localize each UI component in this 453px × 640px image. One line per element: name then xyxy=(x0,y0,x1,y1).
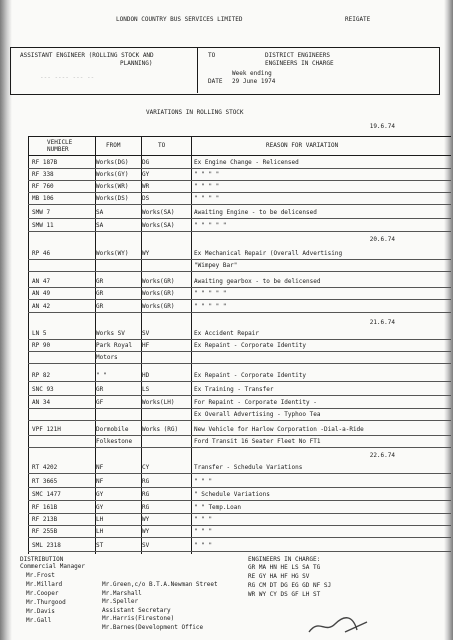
to-cell: RG xyxy=(142,491,150,498)
distribution-recipient: Mr.Gall xyxy=(26,617,52,624)
row-rule xyxy=(28,204,451,205)
reason-cell: Ex Repaint - Corporate Identity xyxy=(194,372,306,379)
reason-cell: Ex Repaint - Corporate Identity xyxy=(194,342,306,349)
date-3: 21.6.74 xyxy=(369,319,395,326)
from-cell: GR xyxy=(96,278,104,285)
to-line-2: ENGINEERS IN CHARGE xyxy=(265,60,334,67)
to-cell: Works (RG) xyxy=(142,426,179,433)
from-cell: NF xyxy=(96,464,104,471)
vehicle-cell: RP 90 xyxy=(32,342,51,349)
vehicle-cell: RF 161B xyxy=(32,504,58,511)
vehicle-cell: MB 106 xyxy=(32,195,54,202)
distribution-recipient: Mr.Green,c/o B.T.A.Newman Street xyxy=(102,581,218,588)
signature-mark xyxy=(305,612,375,636)
from-cell: GY xyxy=(96,504,104,511)
engineer-depot-codes: GR MA HN HE LS SA TG xyxy=(248,564,321,571)
row-rule xyxy=(28,299,451,300)
to-cell: Works(SA) xyxy=(142,222,175,229)
reason-cell: Ex Overall Advertising - Typhoo Tea xyxy=(194,411,321,418)
from-cell: Works(WY) xyxy=(96,250,129,257)
distribution-recipient: Mr.Harris(Firestone) xyxy=(102,615,175,622)
to-cell: GY xyxy=(142,171,150,178)
col-header-to: TO xyxy=(158,142,166,149)
distribution-recipient: Mr.Speller xyxy=(102,598,139,605)
distribution-recipient: Mr.Cooper xyxy=(26,590,59,597)
vehicle-cell: RF 338 xyxy=(32,171,54,178)
row-rule xyxy=(28,395,451,396)
reason-cell: New Vehicle for Harlow Corporation -Dial-a-Ride xyxy=(194,426,364,433)
table-header-rule xyxy=(28,155,451,156)
from-cell: NF xyxy=(96,478,104,485)
engineer-depot-codes: RE GY HA HF HG SV xyxy=(248,573,310,580)
to-cell: Works(SA) xyxy=(142,209,175,216)
vehicle-cell: RF 213B xyxy=(32,516,58,523)
from-cell: GY xyxy=(96,491,104,498)
to-cell: WY xyxy=(142,516,150,523)
to-cell: DS xyxy=(142,195,150,202)
from-cell: Works(WR) xyxy=(96,183,129,190)
from-cell: GR xyxy=(96,290,104,297)
distribution-recipient: Mr.Marshall xyxy=(102,589,142,597)
row-rule xyxy=(28,231,451,232)
from-cell: SA xyxy=(96,209,104,216)
reason-cell: Transfer - Schedule Variations xyxy=(194,464,303,471)
from-cell: Folkestone xyxy=(96,438,133,445)
vehicle-cell: RF 255B xyxy=(32,528,58,535)
to-cell: WY xyxy=(142,250,150,257)
to-cell: LS xyxy=(142,386,150,393)
header-divider xyxy=(197,47,198,93)
row-rule xyxy=(28,473,451,474)
engineer-depot-codes: WR WY CY DS GF LH ST xyxy=(248,591,321,598)
reason-cell: "Wimpey Bar" xyxy=(194,262,238,269)
engineer-depot-codes: RG CM DT DG EG GD NF SJ xyxy=(248,582,332,589)
to-line-1: DISTRICT ENGINEERS xyxy=(265,52,331,59)
reason-cell: " " " xyxy=(194,478,213,485)
vehicle-cell: RT 3665 xyxy=(32,478,58,485)
row-rule xyxy=(28,218,451,219)
to-cell: CY xyxy=(142,464,150,471)
reason-cell: " " " " " xyxy=(194,222,227,229)
vehicle-cell: SMW 11 xyxy=(32,222,54,229)
vehicle-cell: AN 42 xyxy=(32,303,51,310)
vehicle-cell: LN 5 xyxy=(32,330,47,337)
vehicle-cell: AN 34 xyxy=(32,399,51,406)
to-cell: Works(LH) xyxy=(142,399,175,406)
reason-cell: " " " " xyxy=(194,195,220,202)
distribution-recipient: Assistant Secretary xyxy=(102,606,171,614)
from-line-2: PLANNING) xyxy=(120,60,153,67)
faint-print-through: --- ---- --- -- xyxy=(40,74,95,81)
reason-cell: " " " " xyxy=(194,171,220,178)
reason-cell: " Schedule Variations xyxy=(194,491,270,498)
from-cell: GR xyxy=(96,386,104,393)
to-cell: SV xyxy=(142,330,150,337)
table-top-rule xyxy=(28,136,451,137)
distribution-recipient: Commercial Manager xyxy=(20,563,86,570)
reason-cell: Ex Accident Repair xyxy=(194,330,260,337)
vehicle-cell: RF 187B xyxy=(32,159,58,166)
col-header-vehicle-1: VEHICLE xyxy=(47,139,73,146)
company-name: LONDON COUNTRY BUS SERVICES LIMITED xyxy=(116,16,243,23)
row-rule xyxy=(28,551,451,552)
vehicle-cell: AN 49 xyxy=(32,290,51,297)
to-cell: DG xyxy=(142,159,150,166)
week-ending-label: Week ending xyxy=(232,70,272,77)
reason-cell: Awaiting gearbox - to be delicensed xyxy=(194,278,321,285)
to-cell: SV xyxy=(142,542,150,549)
from-cell: SA xyxy=(96,222,104,229)
engineers-title: ENGINEERS IN CHARGE: xyxy=(248,556,321,563)
from-cell: Works SV xyxy=(96,330,125,337)
from-cell: Works(DS) xyxy=(96,195,129,202)
location: REIGATE xyxy=(345,16,371,23)
to-cell: RG xyxy=(142,478,150,485)
date-1: 19.6.74 xyxy=(369,123,395,130)
from-cell: " " xyxy=(96,372,107,379)
distribution-recipient: Mr.Frost xyxy=(26,572,55,579)
to-cell: Works(GR) xyxy=(142,290,175,297)
vehicle-cell: RT 4202 xyxy=(32,464,58,471)
from-line-1: ASSISTANT ENGINEER (ROLLING STOCK AND xyxy=(20,52,154,59)
vehicle-cell: RP 82 xyxy=(32,372,51,379)
distribution-title: DISTRIBUTION xyxy=(20,556,64,563)
from-cell: GR xyxy=(96,303,104,310)
distribution-recipient: Mr.Thurgood xyxy=(26,599,66,606)
row-rule xyxy=(28,420,451,421)
date-2: 20.6.74 xyxy=(369,236,395,243)
vehicle-cell: SMC 1477 xyxy=(32,491,61,498)
to-label: TO xyxy=(208,52,216,59)
to-cell: Works(GR) xyxy=(142,303,175,310)
from-cell: Works(DG) xyxy=(96,159,129,166)
from-cell: GF xyxy=(96,399,104,406)
vehicle-cell: VPF 121H xyxy=(32,426,61,433)
reason-cell: " " " " xyxy=(194,183,220,190)
vehicle-cell: SMW 7 xyxy=(32,209,51,216)
reason-cell: " " Temp.Loan xyxy=(194,504,241,511)
vehicle-cell: RF 760 xyxy=(32,183,54,190)
from-cell: Works(GY) xyxy=(96,171,129,178)
row-rule xyxy=(28,381,451,382)
from-cell: Dormobile xyxy=(96,426,129,433)
scan-edge-left xyxy=(0,0,12,640)
col-header-vehicle-2: NUMBER xyxy=(47,146,69,153)
from-cell: LH xyxy=(96,516,104,523)
distribution-recipient: Mr.Barnes(Development Office xyxy=(102,623,204,631)
date-label: DATE xyxy=(208,78,223,85)
to-cell: Works(GR) xyxy=(142,278,175,285)
row-rule xyxy=(28,500,451,501)
distribution-recipient: Mr.Millard xyxy=(26,581,63,588)
row-rule xyxy=(28,363,451,364)
row-rule xyxy=(28,271,451,272)
reason-cell: " " " " " xyxy=(194,303,227,310)
date-value: 29 June 1974 xyxy=(232,78,276,85)
col-header-reason: REASON FOR VARIATION xyxy=(266,142,339,149)
to-cell: HF xyxy=(142,342,150,349)
reason-cell: " " " xyxy=(194,528,213,535)
to-cell: WY xyxy=(142,528,150,535)
from-cell: Motors xyxy=(96,354,118,361)
reason-cell: Ford Transit 16 Seater Fleet No FT1 xyxy=(194,438,321,445)
reason-cell: For Repaint - Corporate Identity - xyxy=(194,399,317,406)
reason-cell: Ex Engine Change - Relicensed xyxy=(194,159,299,166)
row-rule xyxy=(28,447,451,448)
reason-cell: Ex Mechanical Repair (Overall Advertising xyxy=(194,250,343,257)
vehicle-cell: SNC 93 xyxy=(32,386,54,393)
row-rule xyxy=(28,537,451,538)
from-cell: Park Royal xyxy=(96,342,133,349)
reason-cell: " " " " " xyxy=(194,290,227,297)
reason-cell: Awaiting Engine - to be delicensed xyxy=(194,209,317,216)
reason-cell: " " " xyxy=(194,542,213,549)
report-title: VARIATIONS IN ROLLING STOCK xyxy=(146,109,244,116)
to-cell: WR xyxy=(142,183,150,190)
from-cell: ST xyxy=(96,542,104,549)
col-header-from: FROM xyxy=(106,142,121,149)
vehicle-cell: AN 47 xyxy=(32,278,51,285)
reason-cell: " " " xyxy=(194,516,213,523)
vehicle-cell: RP 46 xyxy=(32,250,51,257)
row-rule xyxy=(28,312,451,313)
to-cell: RG xyxy=(142,504,150,511)
vehicle-cell: SML 2318 xyxy=(32,542,61,549)
to-cell: HD xyxy=(142,372,150,379)
reason-cell: Ex Training - Transfer xyxy=(194,386,274,393)
row-rule xyxy=(28,487,451,488)
distribution-recipient: Mr.Davis xyxy=(26,608,55,615)
from-cell: LH xyxy=(96,528,104,535)
date-4: 22.6.74 xyxy=(369,452,395,459)
